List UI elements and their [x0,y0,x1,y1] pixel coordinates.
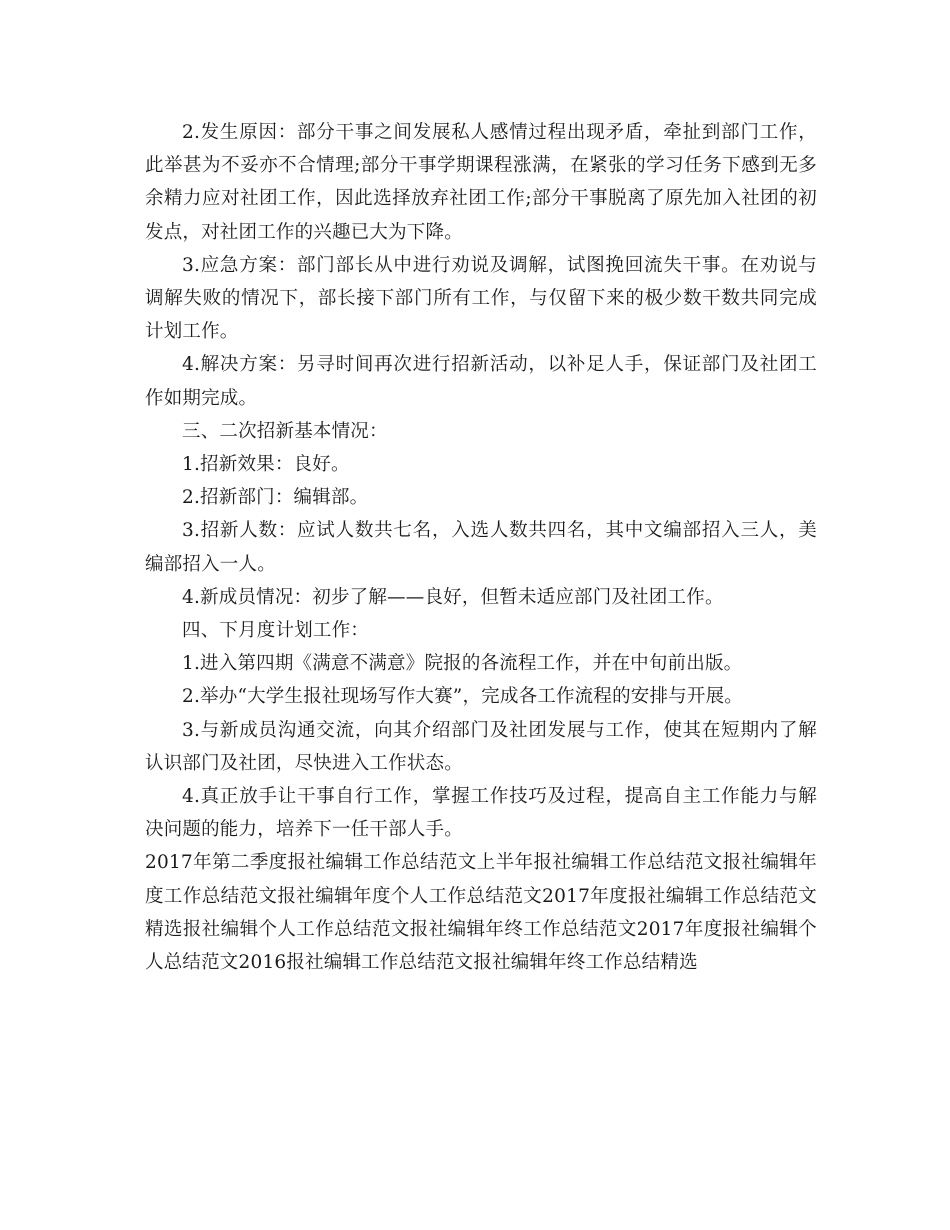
paragraph-plan-1: 1.进入第四期《满意不满意》院报的各流程工作，并在中旬前出版。 [182,653,743,675]
document-body [145,116,817,979]
paragraph-cause: 2.发生原因：部分干事之间发展私人感情过程出现矛盾，牵扯到部门工作，此举甚为不妥亦不合情理;部分干事学期课程涨满，在紧张的学习任务下感到无多余精力应对社团工作，因此选择放弃社团工作;部分干事脱离了原先加入社团的初发点，对社团工作的兴趣已大为下降。 [145,122,817,243]
paragraph-plan-3: 3.与新成员沟通交流，向其介绍部门及社团发展与工作，使其在短期内了解认识部门及社团，尽快进入工作状态。 [145,719,817,774]
paragraph-recruitment-department: 2.招新部门：编辑部。 [182,487,369,509]
section-heading-next-month: 四、下月度计划工作： [182,620,370,642]
paragraph-new-members: 4.新成员情况：初步了解——良好，但暂未适应部门及社团工作。 [182,586,724,608]
paragraph-solution: 4.解决方案：另寻时间再次进行招新活动，以补足人手，保证部门及社团工作如期完成。 [145,354,817,409]
paragraph-plan-4: 4.真正放手让干事自行工作，掌握工作技巧及过程，提高自主工作能力与解决问题的能力，培养下一任干部人手。 [145,786,817,841]
paragraph-emergency-plan: 3.应急方案：部门部长从中进行劝说及调解，试图挽回流失干事。在劝说与调解失败的情况下，部长接下部门所有工作，与仅留下来的极少数干数共同完成计划工作。 [145,254,817,343]
paragraph-recruitment-effect: 1.招新效果：良好。 [182,454,350,476]
paragraph-plan-2: 2.举办“大学生报社现场写作大赛”，完成各工作流程的安排与开展。 [182,686,743,708]
related-links-text: 2017年第二季度报社编辑工作总结范文上半年报社编辑工作总结范文报社编辑年度工作总结范文报社编辑年度个人工作总结范文2017年度报社编辑工作总结范文精选报社编辑个人工作总结范文报社编辑年终工作总结范文2017年度报社编辑个人总结范文2016报社编辑工作总结范文报社编辑年终工作总结精选 [145,852,817,974]
paragraph-recruitment-count: 3.招新人数：应试人数共七名，入选人数共四名，其中文编部招入三人，美编部招入一人。 [145,520,817,575]
section-heading-recruitment: 三、二次招新基本情况： [182,420,388,442]
